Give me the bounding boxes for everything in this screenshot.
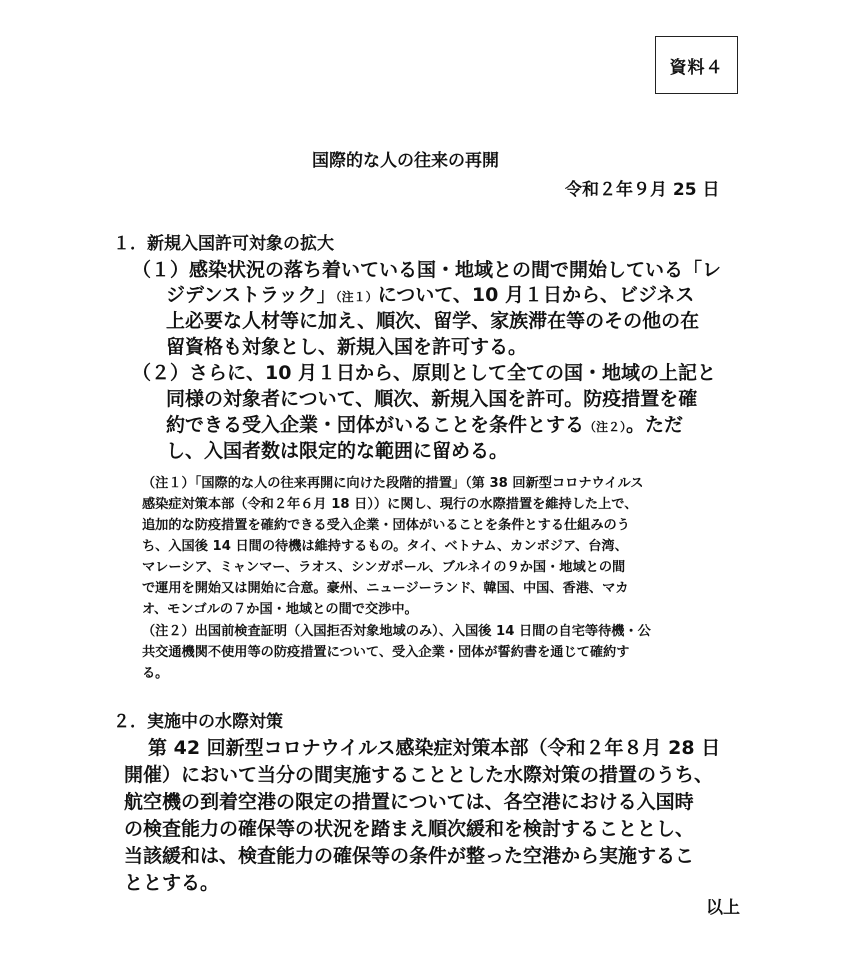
document-date: 令和２年９月 25 日: [565, 180, 720, 200]
section-2-heading: ２．実施中の水際対策: [113, 712, 283, 732]
footnote-line: で運用を開始又は開始に合意。豪州、ニュージーランド、韓国、中国、香港、マカ: [142, 581, 629, 596]
paragraph-line: [166, 410, 683, 437]
paragraph-line: （２）さらに、10 月１日から、原則として全ての国・地域の上記と: [132, 362, 717, 384]
footnote-line: 感染症対策本部（令和２年６月 18 日））に関し、現行の水際措置を維持した上で、: [142, 497, 638, 512]
paragraph-line: の検査能力の確保等の状況を踏まえ順次緩和を検討することとし、: [124, 818, 695, 840]
footnote-line: 追加的な防疫措置を確約できる受入企業・団体がいることを条件とする仕組みのう: [142, 518, 630, 533]
paragraph-line: [166, 280, 694, 307]
paragraph-line: 開催）において当分の間実施することとした水際対策の措置のうち、: [124, 764, 714, 786]
document-label-badge: 資料４: [655, 36, 738, 94]
paragraph-line: 第 42 回新型コロナウイルス感染症対策本部（令和２年８月 28 日: [148, 737, 721, 759]
paragraph-line: 航空機の到着空港の限定の措置については、各空港における入国時: [124, 791, 694, 813]
paragraph-line: ととする。: [124, 872, 220, 894]
footnote-line: オ、モンゴルの７か国・地域との間で交渉中。: [142, 602, 418, 617]
text-span: 。ただ: [626, 414, 684, 436]
note-reference: （注２）: [584, 420, 627, 434]
section-1-heading: １．新規入国許可対象の拡大: [113, 234, 334, 254]
paragraph-line: 同様の対象者について、順次、新規入国を許可。防疫措置を確: [166, 388, 698, 410]
note-reference: （注１）: [335, 290, 378, 304]
footnote-line: （注２）出国前検査証明（入国拒否対象地域のみ）、入国後 14 日間の自宅等待機・公: [142, 624, 651, 639]
paragraph-line: 当該緩和は、検査能力の確保等の条件が整った空港から実施するこ: [124, 845, 695, 867]
footnote-line: ち、入国後 14 日間の待機は維持するもの。タイ、ベトナム、カンボジア、台湾、: [142, 539, 628, 554]
footnote-line: （注１）「国際的な人の往来再開に向けた段階的措置」（第 38 回新型コロナウイルス: [142, 476, 644, 491]
text-span: について、10 月１日から、ビジネス: [377, 284, 695, 306]
paragraph-line: し、入国者数は限定的な範囲に留める。: [166, 440, 509, 462]
document-title: 国際的な人の往来の再開: [312, 151, 499, 171]
text-span: ジデンストラック」: [166, 284, 336, 306]
footnote-line: マレーシア、ミャンマー、ラオス、シンガポール、ブルネイの９か国・地域との間: [142, 560, 626, 575]
footnote-line: 共交通機関不使用等の防疫措置について、受入企業・団体が誓約書を通じて確約す: [142, 645, 630, 660]
paragraph-line: 上必要な人材等に加え、順次、留学、家族滞在等のその他の在: [166, 310, 700, 332]
text-span: 約できる受入企業・団体がいることを条件とする: [166, 414, 585, 436]
closing-mark: 以上: [706, 898, 740, 918]
paragraph-line: （１）感染状況の落ち着いている国・地域との間で開始している「レ: [132, 259, 722, 281]
footnote-line: る。: [142, 666, 169, 681]
paragraph-line: 留資格も対象とし、新規入国を許可する。: [166, 336, 528, 358]
